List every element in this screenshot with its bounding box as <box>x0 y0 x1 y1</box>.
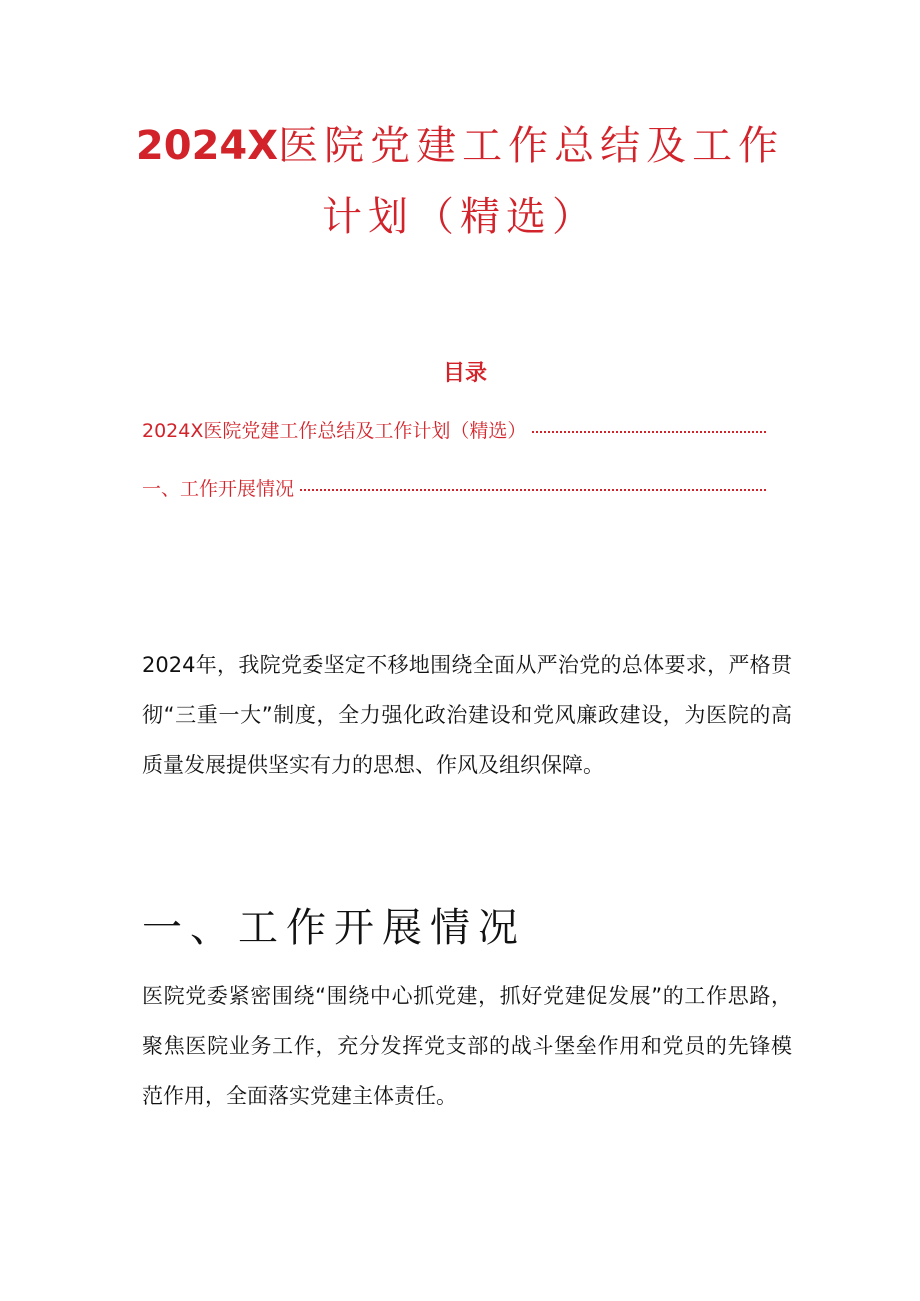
section-1-heading: 一、工作开展情况 <box>142 905 526 951</box>
toc-entry-title[interactable] <box>142 416 766 443</box>
title-year-code: 2024X <box>135 123 279 169</box>
intro-paragraph: 2024年，我院党委坚定不移地围绕全面从严治党的总体要求，严格贯彻“三重一大”制度，全力强化政治建设和党风廉政建设，为医院的高质量发展提供坚实有力的思想、作风及组织保障。 <box>142 653 792 777</box>
document-title-line-1 <box>0 122 920 170</box>
toc-entry-label: 2024X医院党建工作总结及工作计划（精选） <box>142 420 527 442</box>
section-1-paragraph: 医院党委紧密围绕“围绕中心抓党建，抓好党建促发展”的工作思路，聚焦医院业务工作，充分发挥党支部的战斗堡垒作用和党员的先锋模范作用，全面落实党建主体责任。 <box>142 984 792 1108</box>
document-title-line-2: 计划（精选） <box>322 194 598 240</box>
toc-heading: 目录 <box>442 361 487 386</box>
toc-entry-section-1[interactable] <box>142 474 766 501</box>
title-main-text: 医院党建工作总结及工作 <box>278 123 785 169</box>
toc-dot-leader <box>532 431 766 433</box>
toc-entry-label: 一、工作开展情况 <box>142 478 295 500</box>
toc-dot-leader <box>300 489 766 491</box>
